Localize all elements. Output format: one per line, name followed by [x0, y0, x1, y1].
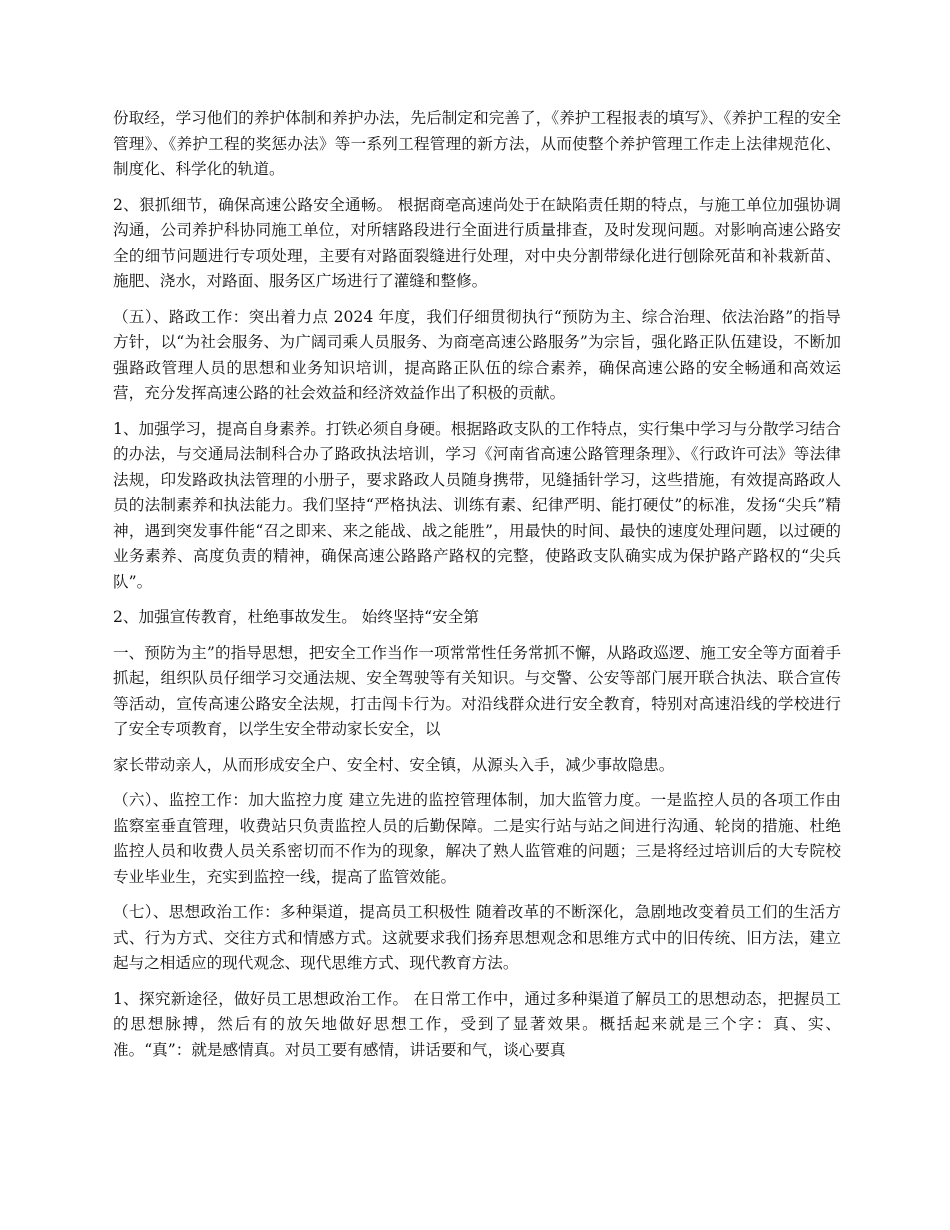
paragraph-intro-continuation: 份取经，学习他们的养护体制和养护办法，先后制定和完善了，《养护工程报表的填写》、《养护工程的安全管理》、《养护工程的奖惩办法》等一系列工程管理的新方法，从而使整个养护管理工作走上法律规范化、制度化、科学化的轨道。 [113, 109, 841, 178]
paragraph-safety-education: 一、预防为主”的指导思想，把安全工作当作一项常常性任务常抓不懈，从路政巡逻、施工安全等方面着手抓起，组织队员仔细学习交通法规、安全驾驶等有关知识。与交警、公安等部门展开联合执法、联合宣传等活动，宣传高速公路安全法规，打击闯卡行为。对沿线群众进行安全教育，特别对高速沿线的学校进行了安全专项教育，以学生安全带动家长安全，以 [113, 643, 841, 738]
paragraph-section-monitoring: （六）、监控工作：加大监控力度 建立先进的监控管理体制，加大监管力度。一是监控人员的各项工作由监察室垂直管理，收费站只负责监控人员的后勤保障。二是实行站与站之间进行沟通、轮岗的措施、杜绝监控人员和收费人员关系密切而不作为的现象，解决了熟人监管难的问题；三是将经过培训后的大专院校专业毕业生，充实到监控一线，提高了监管效能。 [113, 791, 841, 886]
paragraph-safety-education-end: 家长带动亲人，从而形成安全户、安全村、安全镇，从源头入手，减少事故隐患。 [113, 755, 675, 774]
document-body [113, 106, 841, 1073]
paragraph-section-road-administration: （五）、路政工作：突出着力点 2024 年度，我们仔细贯彻执行“预防为主、综合治理、依法治路”的指导方针，以“为社会服务、为广阔司乘人员服务、为商亳高速公路服务”为宗旨，强化路正队伍建设，不断加强路政管理人员的思想和业务知识培训，提高路正队伍的综合素养，确保高速公路的安全畅通和高效运营，充分发挥高速公路的社会效益和经济效益作出了积极的贡献。 [113, 307, 841, 402]
paragraph-new-approaches: 1、探究新途径，做好员工思想政治工作。 在日常工作中，通过多种渠道了解员工的思想动态，把握员工的思想脉搏，然后有的放矢地做好思想工作，受到了显著效果。概括起来就是三个字：真、实、准。“真”：就是感情真。对员工要有感情，讲话要和气，谈心要真 [113, 989, 841, 1059]
paragraph-safety-education-heading: 2、加强宣传教育，杜绝事故发生。 始终坚持“安全第 [113, 608, 479, 626]
paragraph-maintenance-details: 2、狠抓细节，确保高速公路安全通畅。 根据商亳高速尚处于在缺陷责任期的特点，与施工单位加强协调沟通，公司养护科协同施工单位，对所辖路段进行全面进行质量排查，及时发现问题。对影响高速公路安全的细节问题进行专项处理，主要有对路面裂缝进行处理，对中央分割带绿化进行刨除死苗和补栽新苗、施肥、浇水，对路面、服务区广场进行了灌缝和整修。 [113, 195, 841, 290]
paragraph-study-quality: 1、加强学习，提高自身素养。打铁必须自身硬。根据路政支队的工作特点，实行集中学习与分散学习结合的办法，与交通局法制科合办了路政执法培训，学习《河南省高速公路管理条理》、《行政许可法》等法律法规，印发路政执法管理的小册子，要求路政人员随身携带，见缝插针学习，这些措施，有效提高路政人员的法制素养和执法能力。我们坚持“严格执法、训练有素、纪律严明、能打硬仗”的标准，发扬“尖兵”精神，遇到突发事件能“召之即来、来之能战、战之能胜”，用最快的时间、最快的速度处理问题，以过硬的业务素养、高度负责的精神，确保高速公路路产路权的完整，使路政支队确实成为保护路产路权的“尖兵队”。 [113, 419, 841, 591]
paragraph-section-ideology: （七）、思想政治工作：多种渠道，提高员工积极性 随着改革的不断深化，急剧地改变着员工们的生活方式、行为方式、交往方式和情感方式。这就要求我们扬弃思想观念和思维方式中的旧传统、旧方法，建立起与之相适应的现代观念、现代思维方式、现代教育方法。 [113, 903, 841, 972]
